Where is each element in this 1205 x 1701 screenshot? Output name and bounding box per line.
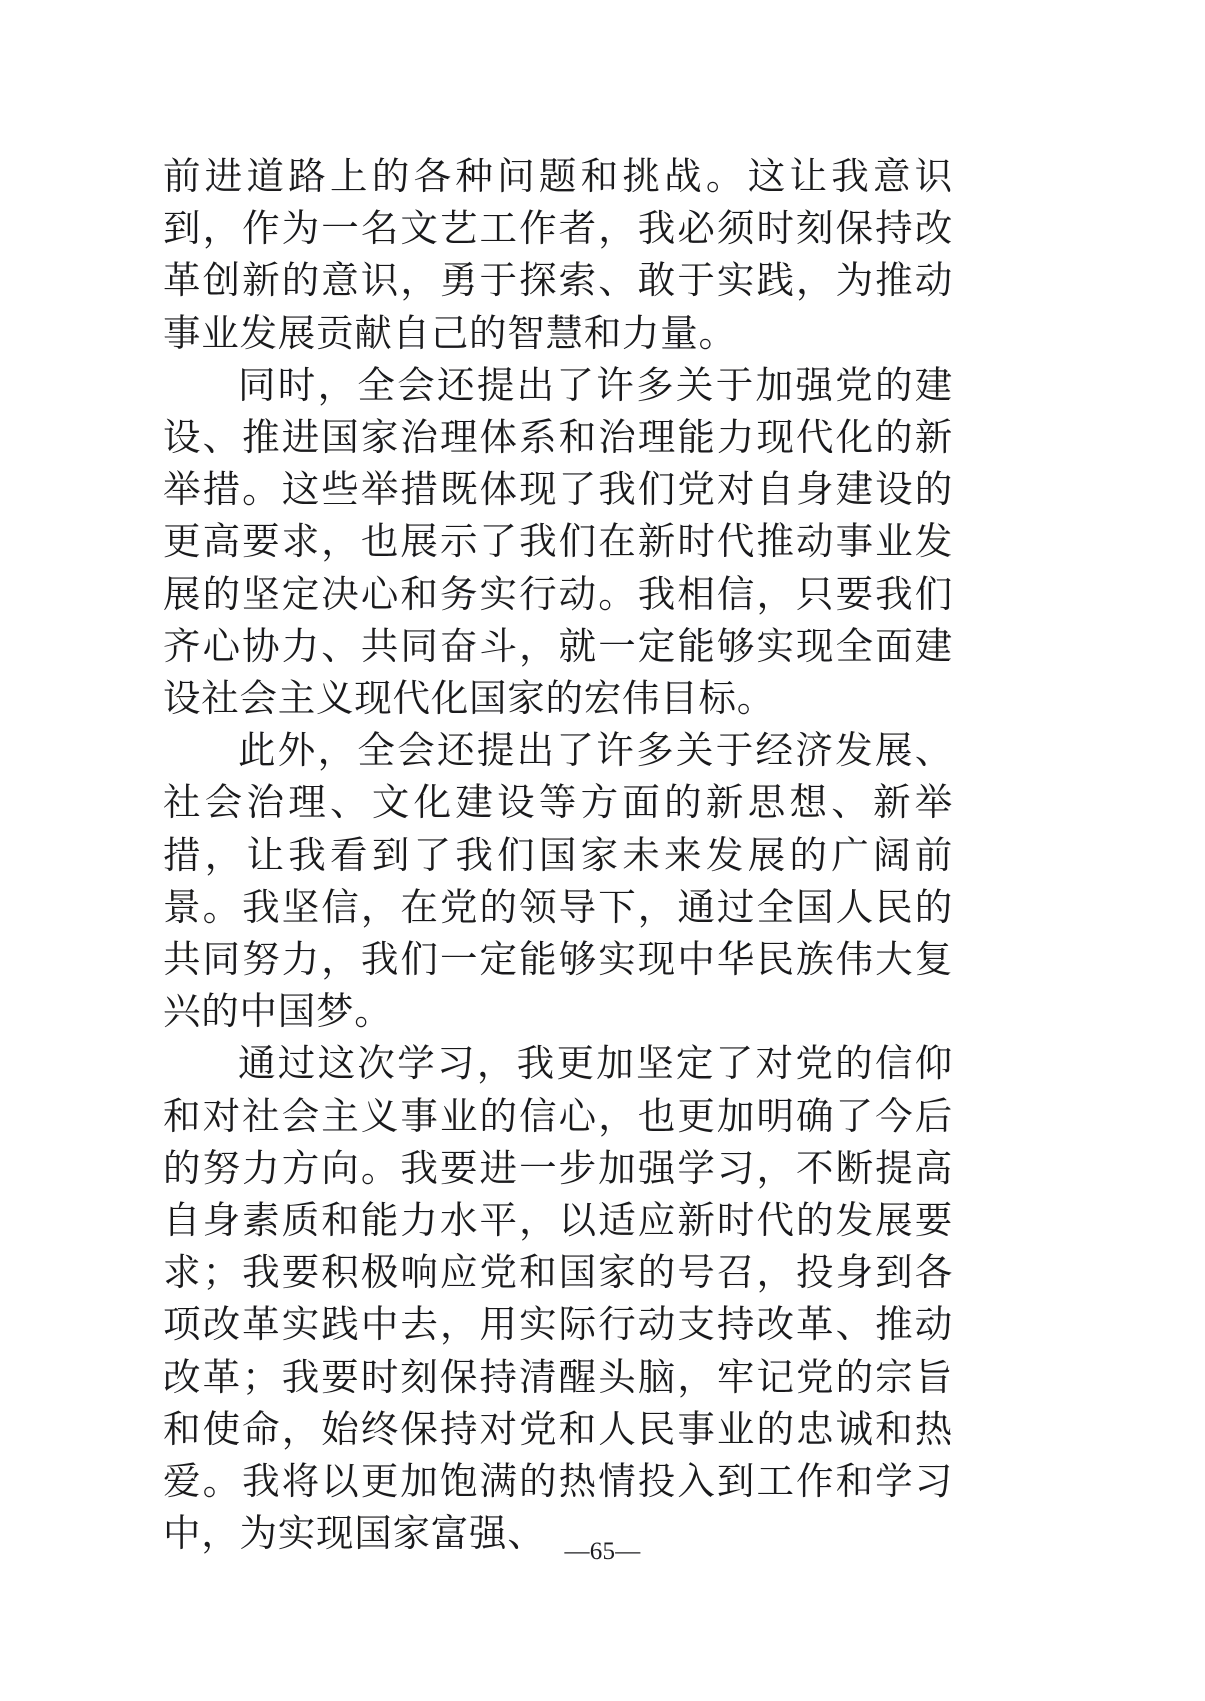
page-number: —65— — [564, 1538, 641, 1565]
paragraph-2: 同时，全会还提出了许多关于加强党的建设、推进国家治理体系和治理能力现代化的新举措。这些举措既体现了我们党对自身建设的更高要求，也展示了我们在新时代推动事业发展的坚定决心和务实行动。我相信，只要我们齐心协力、共同奋斗，就一定能够实现全面建设社会主义现代化国家的宏伟目标。 — [163, 365, 953, 721]
page-text-body — [163, 152, 953, 1561]
paragraph-1: 前进道路上的各种问题和挑战。这让我意识到，作为一名文艺工作者，我必须时刻保持改革创新的意识，勇于探索、敢于实践，为推动事业发展贡献自己的智慧和力量。 — [163, 157, 953, 355]
paragraph-3: 此外，全会还提出了许多关于经济发展、社会治理、文化建设等方面的新思想、新举措，让我看到了我们国家未来发展的广阔前景。我坚信，在党的领导下，通过全国人民的共同努力，我们一定能够实现中华民族伟大复兴的中国梦。 — [163, 731, 953, 1034]
paragraph-4: 通过这次学习，我更加坚定了对党的信仰和对社会主义事业的信心，也更加明确了今后的努力方向。我要进一步加强学习，不断提高自身素质和能力水平，以适应新时代的发展要求；我要积极响应党和国家的号召，投身到各项改革实践中去，用实际行动支持改革、推动改革；我要时刻保持清醒头脑，牢记党的宗旨和使命，始终保持对党和人民事业的忠诚和热爱。我将以更加饱满的热情投入到工作和学习中，为实现国家富强、 — [163, 1044, 953, 1556]
